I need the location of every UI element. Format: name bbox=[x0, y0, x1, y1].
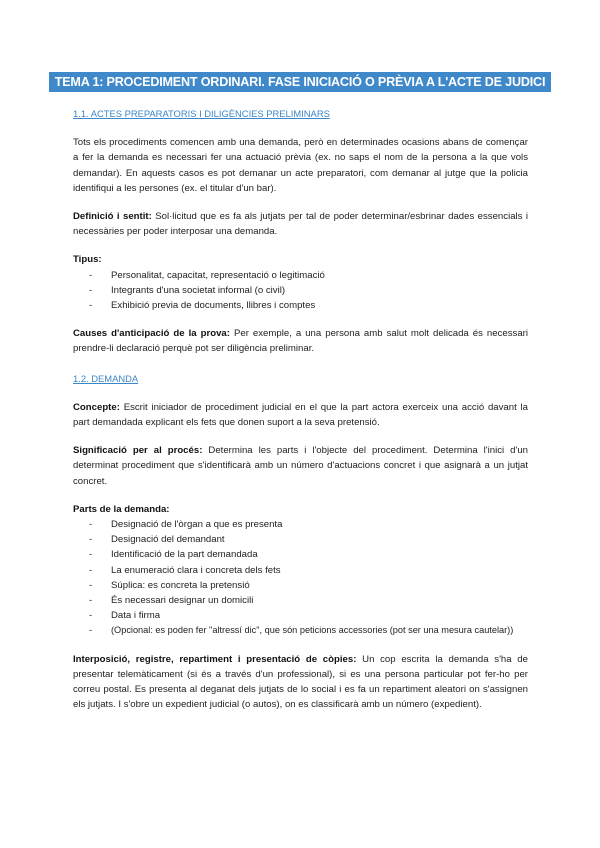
significacio-label: Significació per al procés: bbox=[73, 445, 203, 457]
section-heading-demanda: 1.2. DEMANDA bbox=[73, 372, 139, 384]
list-item: - Personalitat, capacitat, representació o legitimació bbox=[89, 268, 528, 283]
significacio-text: Determina les parts i l'objecte del procediment. Determina l'inici d'un determinat procediment que s'identificarà amb un número d'actuacions concret i que asignarà a un jutjat concret. bbox=[73, 445, 528, 487]
interposicio-label: Interposició, registre, repartiment i presentació de còpies: bbox=[73, 653, 357, 665]
tipus-list bbox=[73, 268, 528, 314]
parts-heading bbox=[73, 502, 528, 517]
significacio-paragraph bbox=[73, 443, 528, 489]
definicio-text: Sol·licitud que es fa als jutjats per tal de poder determinar/esbrinar dades essencials i necessàries per poder interposar una demanda. bbox=[73, 211, 528, 238]
list-item: - És necessari designar un domicili bbox=[89, 593, 528, 608]
parts-label: Parts de la demanda: bbox=[73, 503, 170, 515]
definicio-label: Definició i sentit: bbox=[73, 211, 152, 223]
list-item: - La enumeració clara i concreta dels fets bbox=[89, 563, 528, 578]
interposicio-text: Un cop escrita la demanda s'ha de presentar telemàticament (si és a través d'un professional), si es una persona particular pot fer-ho per correu postal. Es presenta al deganat dels jutjats de lo social i es fa un repartiment aleatori on s'assignen els jutjats. I s'obre un expedient judicial (o autos), on es classificarà amb un número (expedient). bbox=[73, 653, 528, 711]
section-heading-actes-preparatoris: 1.1. ACTES PREPARATORIS I DILIGÈNCIES PRELIMINARS bbox=[73, 108, 330, 119]
definicio-paragraph bbox=[73, 209, 528, 239]
list-item: - Identificació de la part demandada bbox=[89, 547, 528, 562]
parts-list bbox=[73, 517, 528, 639]
document-title: TEMA 1: PROCEDIMENT ORDINARI. FASE INICIACIÓ O PRÈVIA A L'ACTE DE JUDICI bbox=[49, 72, 552, 92]
list-item: - Integrants d'una societat informal (o civil) bbox=[89, 283, 528, 298]
section1-intro-paragraph: Tots els procediments comencen amb una demanda, però en determinades ocasions abans de començar a fer la demanda es necessari fer una actuació prèvia (ex. no saps el nom de la persona a la que vols demandar). En aquests casos es pot demanar un acte preparatori, com demanar al jutge que la policia identifiqui a les persones (ex. el titular d'un bar). bbox=[73, 137, 528, 194]
title-wrap bbox=[0, 72, 600, 92]
interposicio-paragraph bbox=[73, 652, 528, 713]
tipus-heading bbox=[73, 252, 528, 267]
concepte-paragraph bbox=[73, 400, 528, 430]
list-item: - Designació del demandant bbox=[89, 532, 528, 547]
list-item: - Designació de l'òrgan a que es presenta bbox=[89, 517, 528, 532]
list-item: - Exhibició previa de documents, llibres i comptes bbox=[89, 298, 528, 313]
concepte-label: Concepte: bbox=[73, 401, 120, 413]
causes-label: Causes d'anticipació de la prova: bbox=[73, 328, 230, 340]
list-item: - (Opcional: es poden fer "altressí dic", que són peticions accessories (pot ser una mesura cautelar)) bbox=[89, 623, 528, 638]
list-item: - Data i firma bbox=[89, 608, 528, 623]
document-body bbox=[73, 106, 528, 713]
causes-paragraph bbox=[73, 326, 528, 356]
concepte-text: Escrit iniciador de procediment judicial en el que la part actora exerceix una acció davant la part demandada explicant els fets que donen suport a la seva pretensió. bbox=[73, 401, 528, 429]
causes-text: Per exemple, a una persona amb salut molt delicada és necessari prendre-li declaració perquè pot ser diligència preliminar. bbox=[73, 328, 528, 355]
list-item: - Súplica: es concreta la pretensió bbox=[89, 578, 528, 593]
tipus-label: Tipus: bbox=[73, 254, 102, 266]
